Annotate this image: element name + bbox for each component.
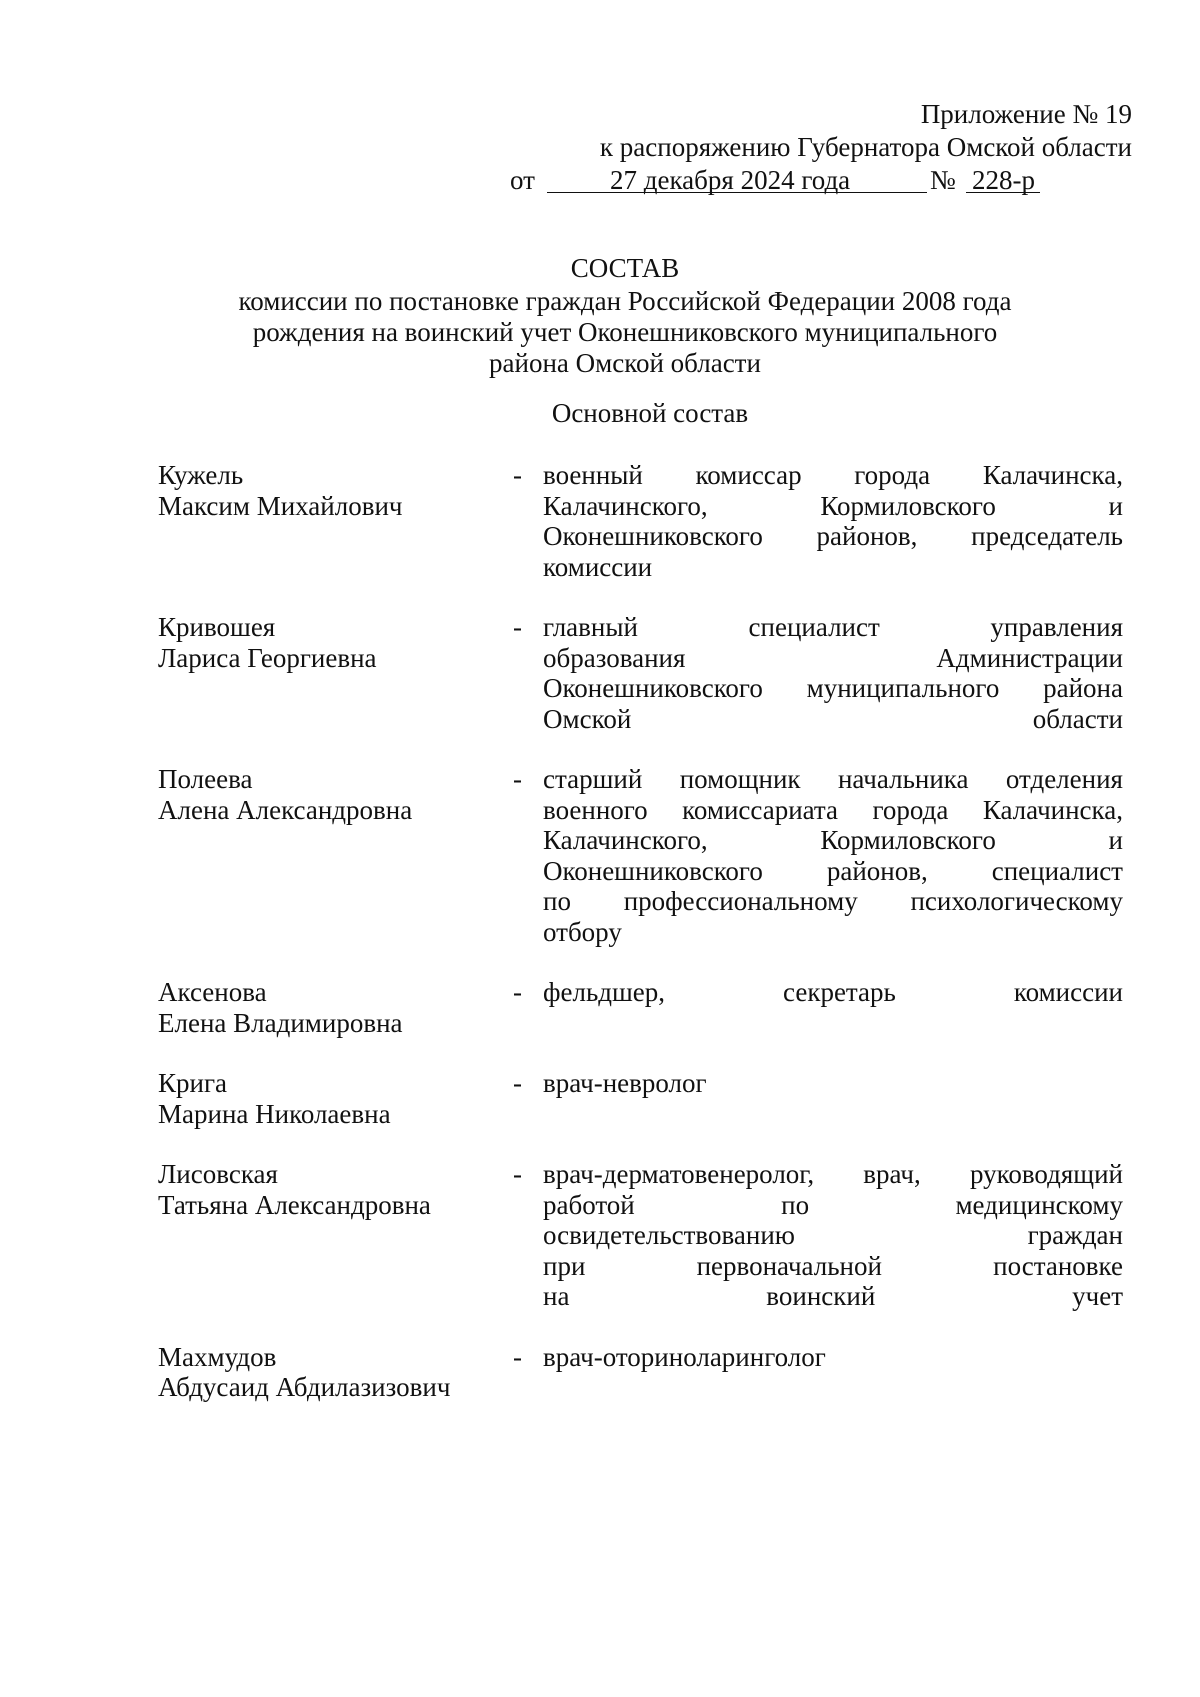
role-line bbox=[543, 886, 1123, 917]
order-reference: к распоряжению Губернатора Омской области bbox=[599, 132, 1132, 162]
role-word: военного bbox=[543, 794, 648, 825]
role-line bbox=[543, 1068, 1123, 1099]
role-word: старший bbox=[543, 764, 643, 794]
member-name bbox=[158, 460, 513, 582]
role-word: районов, bbox=[826, 855, 928, 886]
role-line bbox=[543, 673, 1123, 704]
role-word: Калачинска, bbox=[982, 460, 1123, 490]
role-word: руководящий bbox=[969, 1159, 1123, 1189]
role-line bbox=[543, 643, 1123, 674]
member-given-names: Алена Александровна bbox=[158, 794, 413, 825]
member-role bbox=[543, 1159, 1123, 1312]
role-word: врач, bbox=[863, 1159, 921, 1189]
role-word: города bbox=[854, 460, 931, 490]
role-word: граждан bbox=[1027, 1220, 1123, 1250]
role-word: военный bbox=[543, 460, 643, 490]
role-line bbox=[543, 764, 1123, 795]
member-row bbox=[158, 1068, 1123, 1129]
role-word: отбору bbox=[543, 916, 622, 947]
appendix-header bbox=[500, 98, 1132, 197]
role-line bbox=[543, 1251, 1123, 1282]
document-title bbox=[150, 252, 1100, 379]
from-label: от bbox=[510, 165, 535, 195]
member-given-names: Абдусаид Абдилазизович bbox=[158, 1372, 451, 1402]
member-given-names: Марина Николаевна bbox=[158, 1098, 391, 1129]
role-word: Кормиловского bbox=[820, 490, 996, 521]
title-main: СОСТАВ bbox=[570, 253, 680, 283]
role-word: комиссариата bbox=[682, 794, 839, 825]
member-role bbox=[543, 764, 1123, 947]
role-word: врач-невролог bbox=[543, 1068, 707, 1098]
order-date: 27 декабря 2024 года bbox=[610, 165, 851, 195]
member-name bbox=[158, 612, 513, 734]
role-line bbox=[543, 977, 1123, 1008]
role-word: врач-оториноларинголог bbox=[543, 1341, 826, 1372]
dash-separator: - bbox=[513, 1159, 522, 1189]
order-number: 228-р bbox=[972, 165, 1035, 195]
member-name bbox=[158, 977, 513, 1038]
role-line bbox=[543, 612, 1123, 643]
role-word: комиссии bbox=[543, 551, 653, 582]
role-word: на воинский учет bbox=[543, 1281, 1123, 1311]
role-word: фельдшер, секретарь комиссии bbox=[543, 977, 1123, 1007]
member-row bbox=[158, 977, 1123, 1038]
member-role bbox=[543, 1068, 1123, 1129]
member-surname: Махмудов bbox=[158, 1341, 277, 1372]
role-word: работой bbox=[543, 1189, 635, 1220]
member-name bbox=[158, 1342, 513, 1403]
role-word: Кормиловского bbox=[820, 825, 996, 855]
role-word: начальника bbox=[837, 764, 969, 794]
role-word: врач-дерматовенеролог, bbox=[543, 1159, 815, 1189]
title-line-2: рождения на воинский учет Оконешниковского муниципального bbox=[252, 317, 998, 347]
role-word: постановке bbox=[993, 1250, 1123, 1281]
member-name bbox=[158, 1068, 513, 1129]
role-line bbox=[543, 521, 1123, 552]
role-line bbox=[543, 795, 1123, 826]
role-word: по bbox=[781, 1189, 810, 1220]
role-word: и bbox=[1108, 825, 1123, 855]
dash-separator: - bbox=[513, 460, 522, 490]
role-word: Калачинского, bbox=[543, 490, 708, 521]
role-line bbox=[543, 1159, 1123, 1190]
member-given-names: Татьяна Александровна bbox=[158, 1189, 431, 1220]
role-line bbox=[543, 460, 1123, 491]
member-surname: Крига bbox=[158, 1068, 228, 1098]
role-word: Администрации bbox=[936, 642, 1123, 673]
dash-separator: - bbox=[513, 612, 522, 642]
role-line bbox=[543, 917, 1123, 948]
role-word: управления bbox=[990, 612, 1123, 642]
member-given-names: Максим Михайлович bbox=[158, 490, 403, 521]
role-word: города bbox=[872, 794, 949, 825]
member-row bbox=[158, 612, 1123, 734]
role-word: председатель bbox=[971, 521, 1123, 551]
member-row bbox=[158, 460, 1123, 582]
role-line bbox=[543, 1220, 1123, 1251]
member-row bbox=[158, 764, 1123, 947]
role-word: специалист bbox=[748, 612, 880, 642]
role-word: Калачинского, bbox=[543, 825, 708, 855]
role-word: психологическому bbox=[910, 886, 1123, 916]
role-line bbox=[543, 856, 1123, 887]
role-word: главный bbox=[543, 612, 638, 642]
role-word: специалист bbox=[991, 855, 1123, 886]
dash-separator: - bbox=[513, 1341, 522, 1372]
role-word: при bbox=[543, 1250, 586, 1281]
role-word: района bbox=[1043, 673, 1123, 703]
members-list bbox=[158, 460, 1123, 1403]
title-line-1: комиссии по постановке граждан Российской Федерации 2008 года bbox=[238, 286, 1012, 316]
member-role bbox=[543, 460, 1123, 582]
role-line bbox=[543, 491, 1123, 522]
appendix-number: Приложение № 19 bbox=[920, 99, 1132, 129]
member-role bbox=[543, 612, 1123, 734]
role-line bbox=[543, 1190, 1123, 1221]
member-role bbox=[543, 1342, 1123, 1403]
role-line bbox=[543, 825, 1123, 856]
member-surname: Аксенова bbox=[158, 977, 267, 1007]
member-given-names: Лариса Георгиевна bbox=[158, 642, 377, 673]
role-line bbox=[543, 704, 1123, 735]
title-line-3: района Омской области bbox=[489, 348, 761, 378]
role-word: Оконешниковского bbox=[543, 673, 763, 703]
member-name bbox=[158, 764, 513, 947]
role-word: освидетельствованию bbox=[543, 1220, 795, 1250]
role-word: профессиональному bbox=[623, 886, 858, 916]
member-row bbox=[158, 1159, 1123, 1312]
member-surname: Кужель bbox=[158, 460, 244, 490]
role-word: Оконешниковского bbox=[543, 521, 763, 551]
role-word: районов, bbox=[816, 521, 918, 551]
role-word: образования bbox=[543, 642, 686, 673]
role-word: Калачинска, bbox=[982, 794, 1123, 825]
role-word: медицинскому bbox=[955, 1189, 1123, 1220]
role-word: по bbox=[543, 886, 571, 916]
role-word: муниципального bbox=[806, 673, 1000, 703]
role-word: первоначальной bbox=[696, 1250, 882, 1281]
role-word: Оконешниковского bbox=[543, 855, 763, 886]
dash-separator: - bbox=[513, 764, 522, 794]
member-given-names: Елена Владимировна bbox=[158, 1007, 403, 1038]
role-word: комиссар bbox=[695, 460, 802, 490]
section-heading: Основной состав bbox=[551, 398, 749, 428]
number-sign: № bbox=[930, 165, 956, 195]
order-date-line bbox=[500, 164, 1132, 197]
member-surname: Кривошея bbox=[158, 612, 276, 642]
dash-separator: - bbox=[513, 1068, 522, 1098]
member-role bbox=[543, 977, 1123, 1038]
role-word: помощник bbox=[679, 764, 801, 794]
role-word: Омской области bbox=[543, 703, 1123, 734]
role-line bbox=[543, 1342, 1123, 1373]
member-surname: Лисовская bbox=[158, 1159, 278, 1189]
role-word: отделения bbox=[1005, 764, 1123, 794]
dash-separator: - bbox=[513, 977, 522, 1007]
role-line bbox=[543, 552, 1123, 583]
member-surname: Полеева bbox=[158, 764, 253, 794]
role-line bbox=[543, 1281, 1123, 1312]
member-name bbox=[158, 1159, 513, 1312]
role-word: и bbox=[1108, 490, 1123, 521]
member-row bbox=[158, 1342, 1123, 1403]
